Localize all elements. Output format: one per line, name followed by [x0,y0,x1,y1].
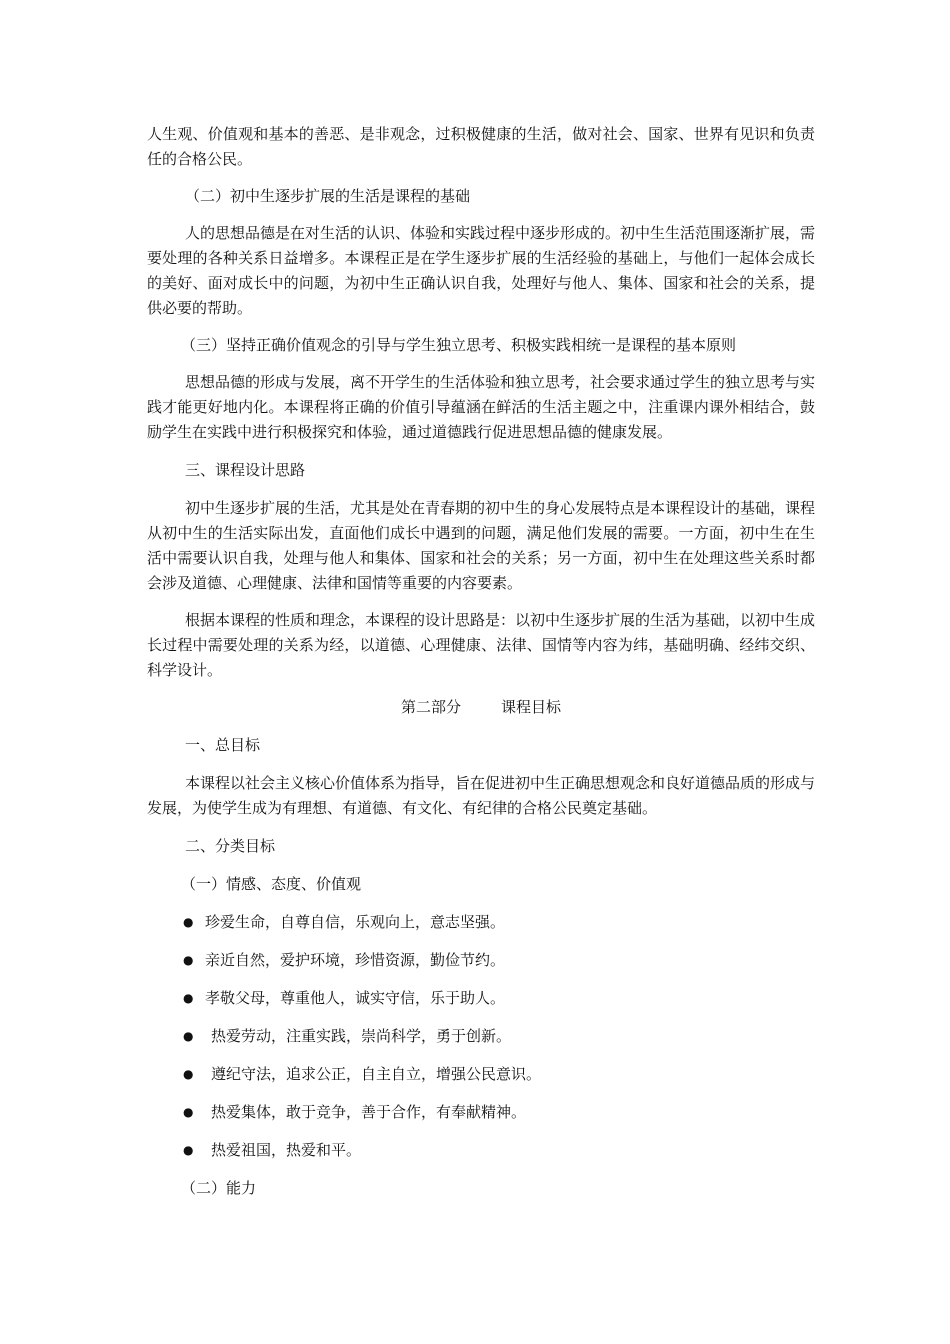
list-item: ● 珍爱生命，自尊自信，乐观向上，意志坚强。 [147,910,815,935]
bullet-icon: ● [183,1143,194,1157]
section-body-2: 人的思想品德是在对生活的认识、体验和实践过程中逐步形成的。初中生生活范围逐渐扩展，需要处理的各种关系日益增多。本课程正是在学生逐步扩展的生活经验的基础上，与他们一起体会成长的美好、面对成长中的问题，为初中生正确认识自我，处理好与他人、集体、国家和社会的关系，提供必要的帮助。 [147,224,816,317]
document-page [147,122,815,1201]
bullet-icon: ● [183,953,194,967]
design-body-2: 根据本课程的性质和理念，本课程的设计思路是：以初中生逐步扩展的生活为基础，以初中生成长过程中需要处理的关系为经，以道德、心理健康、法律、国情等内容为纬，基础明确、经纬交织、科学设计。 [147,611,816,679]
emotion-heading: （一）情感、态度、价值观 [181,875,362,893]
part-title [147,695,815,720]
part-name: 课程目标 [501,698,562,716]
bullet-icon: ● [183,991,194,1005]
list-item: ● 热爱集体，敢于竞争，善于合作，有奉献精神。 [147,1100,815,1125]
list-item: ● 热爱劳动，注重实践，崇尚科学，勇于创新。 [147,1024,815,1049]
section-heading-2: （二）初中生逐步扩展的生活是课程的基础 [185,187,471,205]
bullet-icon: ● [183,1067,194,1081]
design-body-1: 初中生逐步扩展的生活，尤其是处在青春期的初中生的身心发展特点是本课程设计的基础，课程从初中生的生活实际出发，直面他们成长中遇到的问题，满足他们发展的需要。一方面，初中生在生活中需要认识自我，处理与他人和集体、国家和社会的关系；另一方面，初中生在处理这些关系时都会涉及道德、心理健康、法律和国情等重要的内容要素。 [147,499,816,592]
class-heading: 二、分类目标 [185,837,276,855]
section-body-3: 思想品德的形成与发展，离不开学生的生活体验和独立思考，社会要求通过学生的独立思考与实践才能更好地内化。本课程将正确的价值引导蕴涵在鲜活的生活主题之中，注重课内课外相结合，鼓励学生在实践中进行积极探究和体验，通过道德践行促进思想品德的健康发展。 [147,373,816,441]
section-heading-3: （三）坚持正确价值观念的引导与学生独立思考、积极实践相统一是课程的基本原则 [181,336,737,354]
bullet-icon: ● [183,1029,194,1043]
list-item: ● 孝敬父母，尊重他人，诚实守信，乐于助人。 [147,986,815,1011]
design-heading: 三、课程设计思路 [185,461,306,479]
part-label: 第二部分 [400,698,461,716]
goal-heading: 一、总目标 [185,736,261,754]
list-item: ● 亲近自然，爱护环境，珍惜资源，勤俭节约。 [147,948,815,973]
list-item: ● 遵纪守法，追求公正，自主自立，增强公民意识。 [147,1062,815,1087]
goal-body: 本课程以社会主义核心价值体系为指导，旨在促进初中生正确思想观念和良好道德品质的形成与发展，为使学生成为有理想、有道德、有文化、有纪律的合格公民奠定基础。 [147,774,816,817]
bullet-icon: ● [183,915,194,929]
paragraph-continuation: 人生观、价值观和基本的善恶、是非观念，过积极健康的生活，做对社会、国家、世界有见识和负责任的合格公民。 [147,125,815,168]
list-item: ● 热爱祖国，热爱和平。 [147,1138,815,1163]
bullet-icon: ● [183,1105,194,1119]
ability-heading: （二）能力 [181,1179,257,1197]
